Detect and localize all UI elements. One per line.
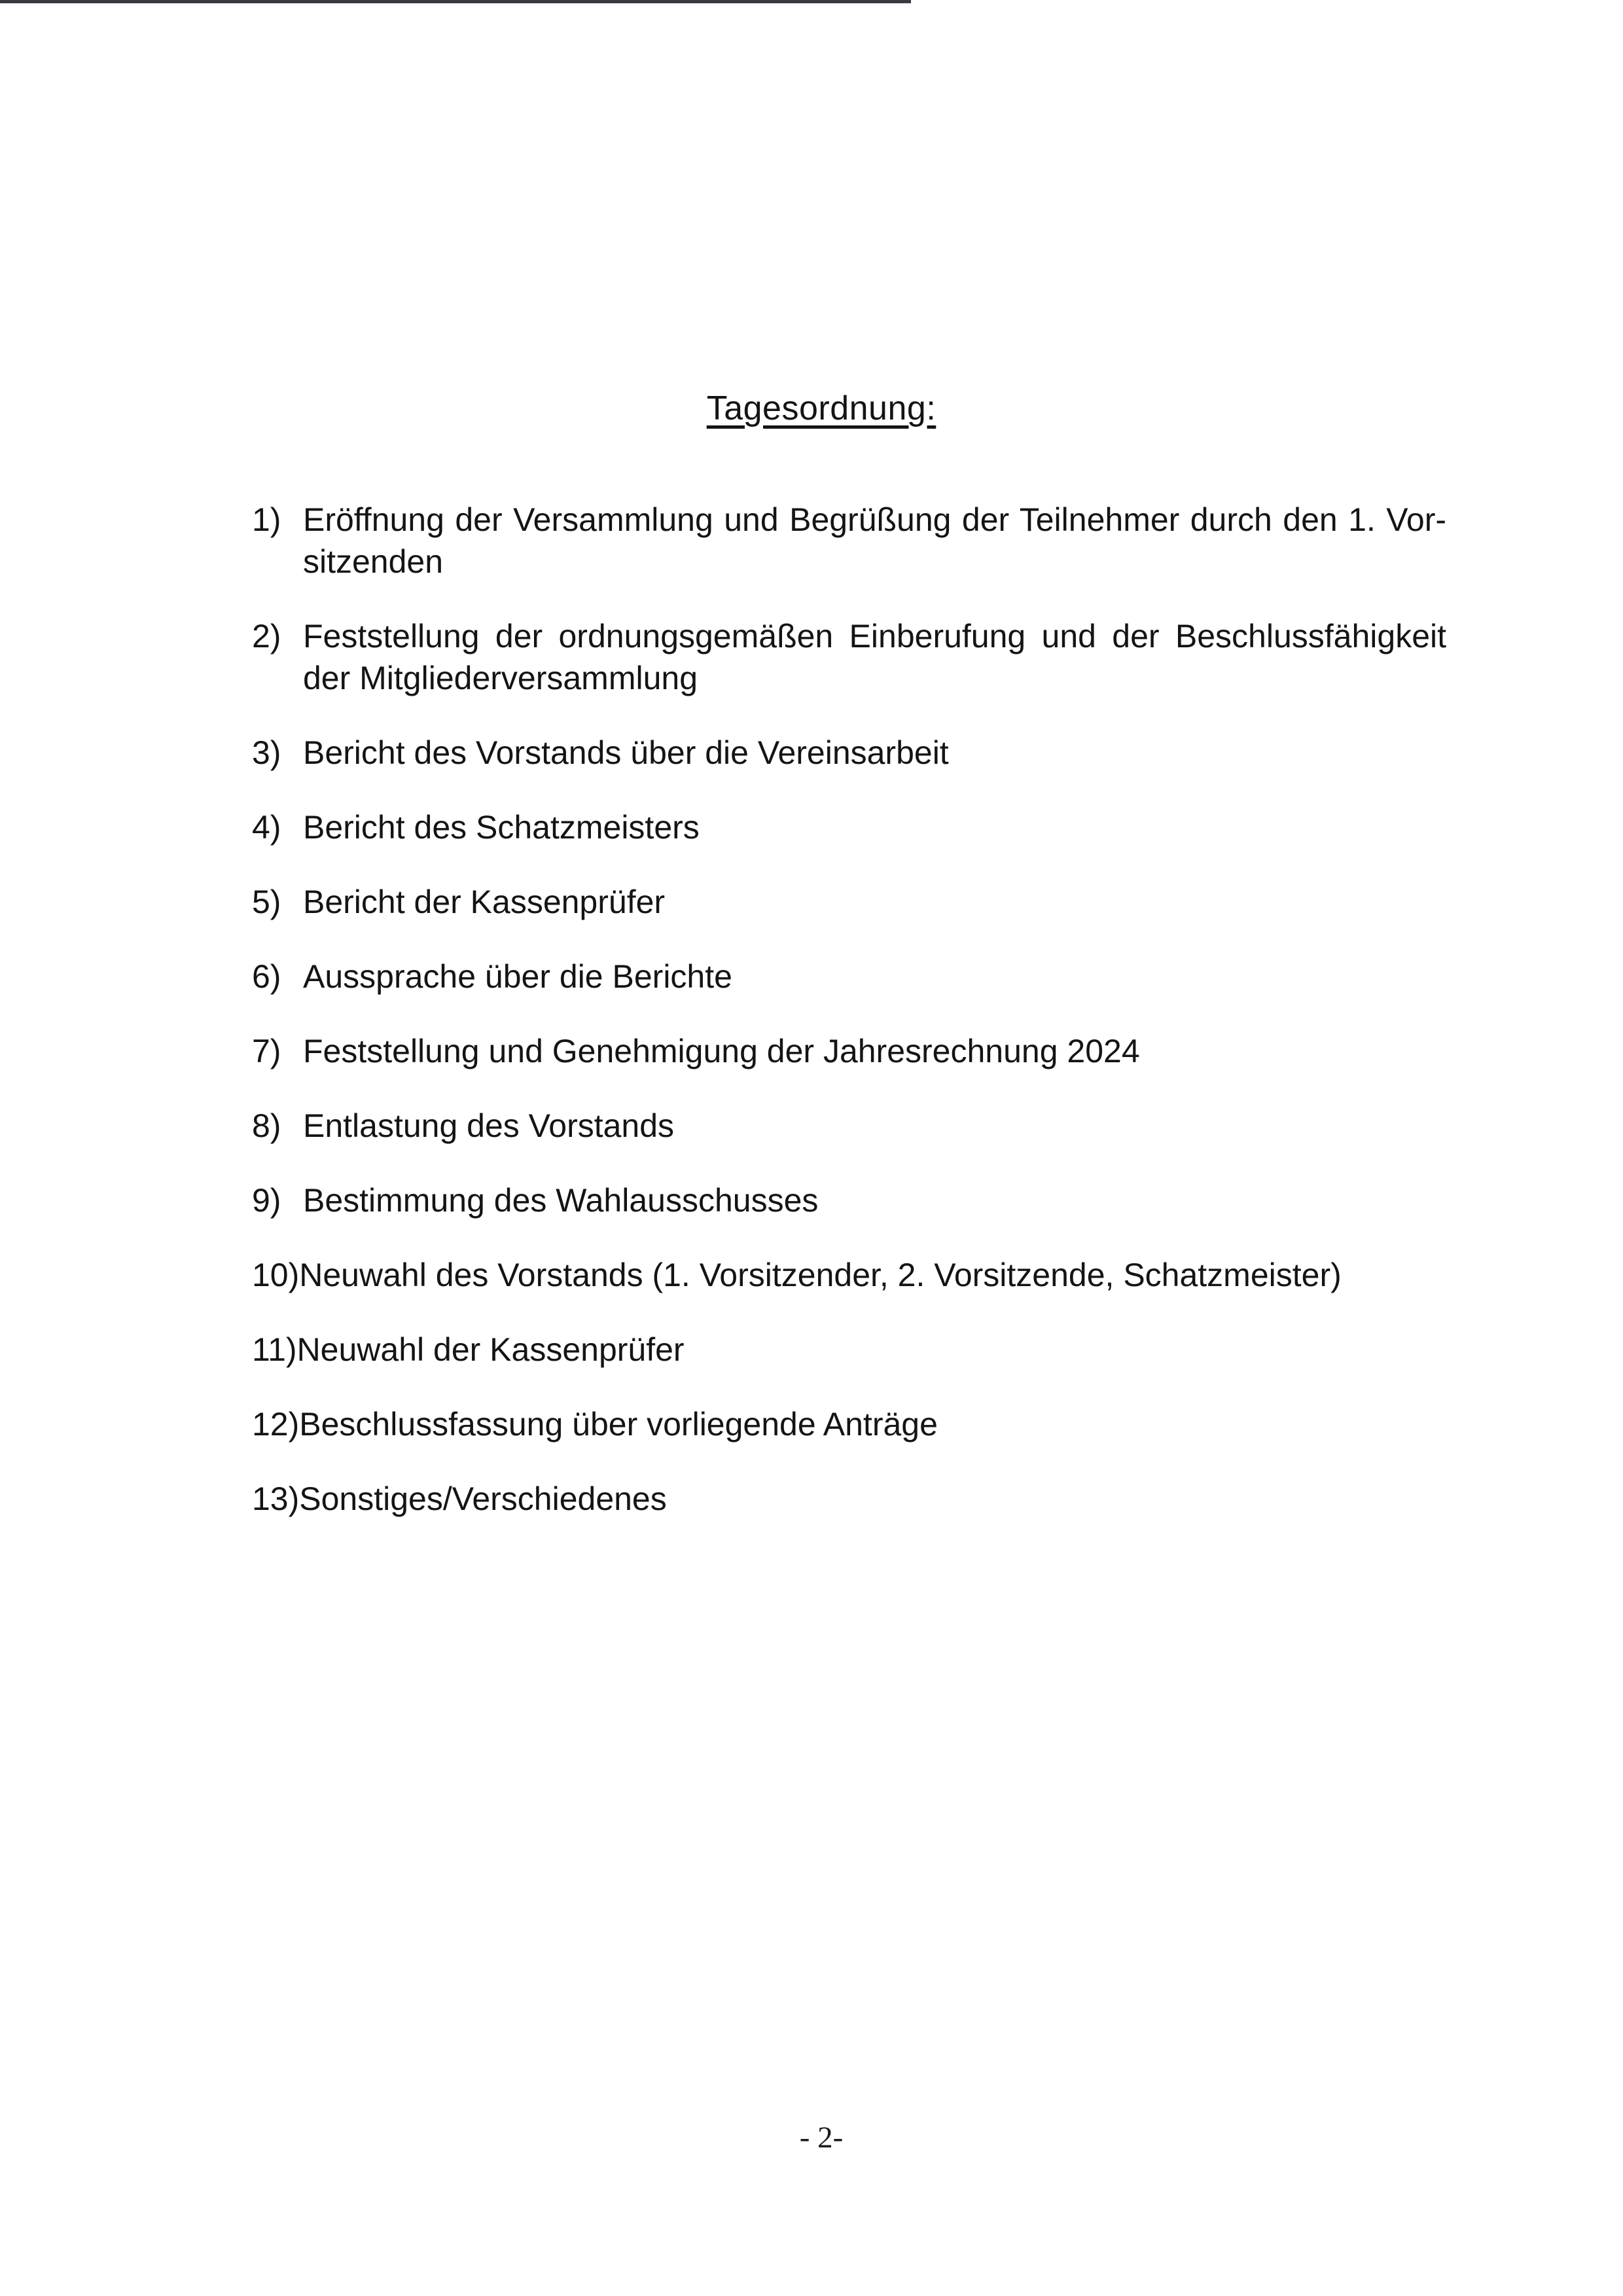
agenda-item-number: 11) [252, 1331, 297, 1368]
agenda-item [252, 1105, 1446, 1147]
agenda-item-text [303, 615, 1446, 699]
agenda-item-text [303, 881, 1446, 923]
agenda-item-line [252, 1329, 1446, 1371]
agenda-item-number: 12) [252, 1406, 300, 1443]
agenda-item [252, 1030, 1446, 1072]
agenda-item [252, 881, 1446, 923]
agenda-item-text [303, 732, 1446, 774]
agenda-item-number: 6) [252, 958, 281, 995]
agenda-item [252, 1403, 1446, 1445]
agenda-item-line: Bericht des Vorstands über die Vereinsarbeit [303, 734, 949, 771]
agenda-item-number: 13) [252, 1480, 300, 1517]
agenda-item-number: 5) [252, 884, 281, 920]
agenda-item-text [303, 806, 1446, 848]
agenda-item-line: der Mitgliederversammlung [303, 660, 698, 696]
agenda-item-line [252, 1254, 1446, 1296]
agenda-item-number: 10) [252, 1257, 300, 1293]
agenda-item-text: Neuwahl des Vorstands (1. Vorsitzender, 2. Vorsitzende, Schatzmeister) [299, 1257, 1342, 1293]
agenda-item [252, 1179, 1446, 1221]
agenda-item [252, 1478, 1446, 1520]
agenda-item-text: Beschlussfassung über vorliegende Anträge [299, 1406, 938, 1443]
agenda-item [252, 732, 1446, 774]
agenda-item [252, 806, 1446, 848]
agenda-item-text: Neuwahl der Kassenprüfer [296, 1331, 685, 1368]
agenda-item-number: 8) [252, 1107, 281, 1144]
agenda-item-number: 3) [252, 734, 281, 771]
agenda-item-line: sitzenden [303, 543, 444, 580]
agenda-item-text [303, 956, 1446, 997]
agenda-item [252, 1329, 1446, 1371]
agenda-item-line [252, 1478, 1446, 1520]
agenda-item-line [252, 1403, 1446, 1445]
agenda-item-number: 1) [252, 501, 281, 538]
agenda-item-line: Eröffnung der Versammlung und Begrüßung der Teilnehmer durch den 1. Vor- [303, 501, 1446, 538]
agenda-item-line: Bericht des Schatzmeisters [303, 809, 700, 846]
agenda-item-line: Bericht der Kassenprüfer [303, 884, 666, 920]
agenda-item-line: Entlastung des Vorstands [303, 1107, 675, 1144]
agenda-item [252, 956, 1446, 997]
agenda-item-text [303, 499, 1446, 583]
agenda-item-number: 2) [252, 618, 281, 655]
agenda-item-text [303, 1105, 1446, 1147]
agenda-item-number: 4) [252, 809, 281, 846]
agenda-item [252, 1254, 1446, 1296]
agenda-item [252, 615, 1446, 699]
page-title: Tagesordnung: [706, 389, 936, 427]
agenda-item-text [303, 1030, 1446, 1072]
page-number: - 2- [799, 2121, 844, 2155]
agenda-item-text [303, 1179, 1446, 1221]
agenda-item [252, 499, 1446, 583]
agenda-item-line: Bestimmung des Wahlausschusses [303, 1182, 819, 1219]
agenda-item-text: Sonstiges/Verschiedenes [299, 1480, 667, 1517]
agenda-item-line: Aussprache über die Berichte [303, 958, 732, 995]
agenda-item-number: 7) [252, 1033, 281, 1069]
agenda-item-number: 9) [252, 1182, 281, 1219]
agenda-item-line: Feststellung der ordnungsgemäßen Einberufung und der Beschlussfähigkeit [303, 618, 1446, 655]
agenda-list [252, 499, 1446, 1552]
scan-artifact-divider-line [0, 0, 911, 3]
agenda-item-line: Feststellung und Genehmigung der Jahresrechnung 2024 [303, 1033, 1140, 1069]
